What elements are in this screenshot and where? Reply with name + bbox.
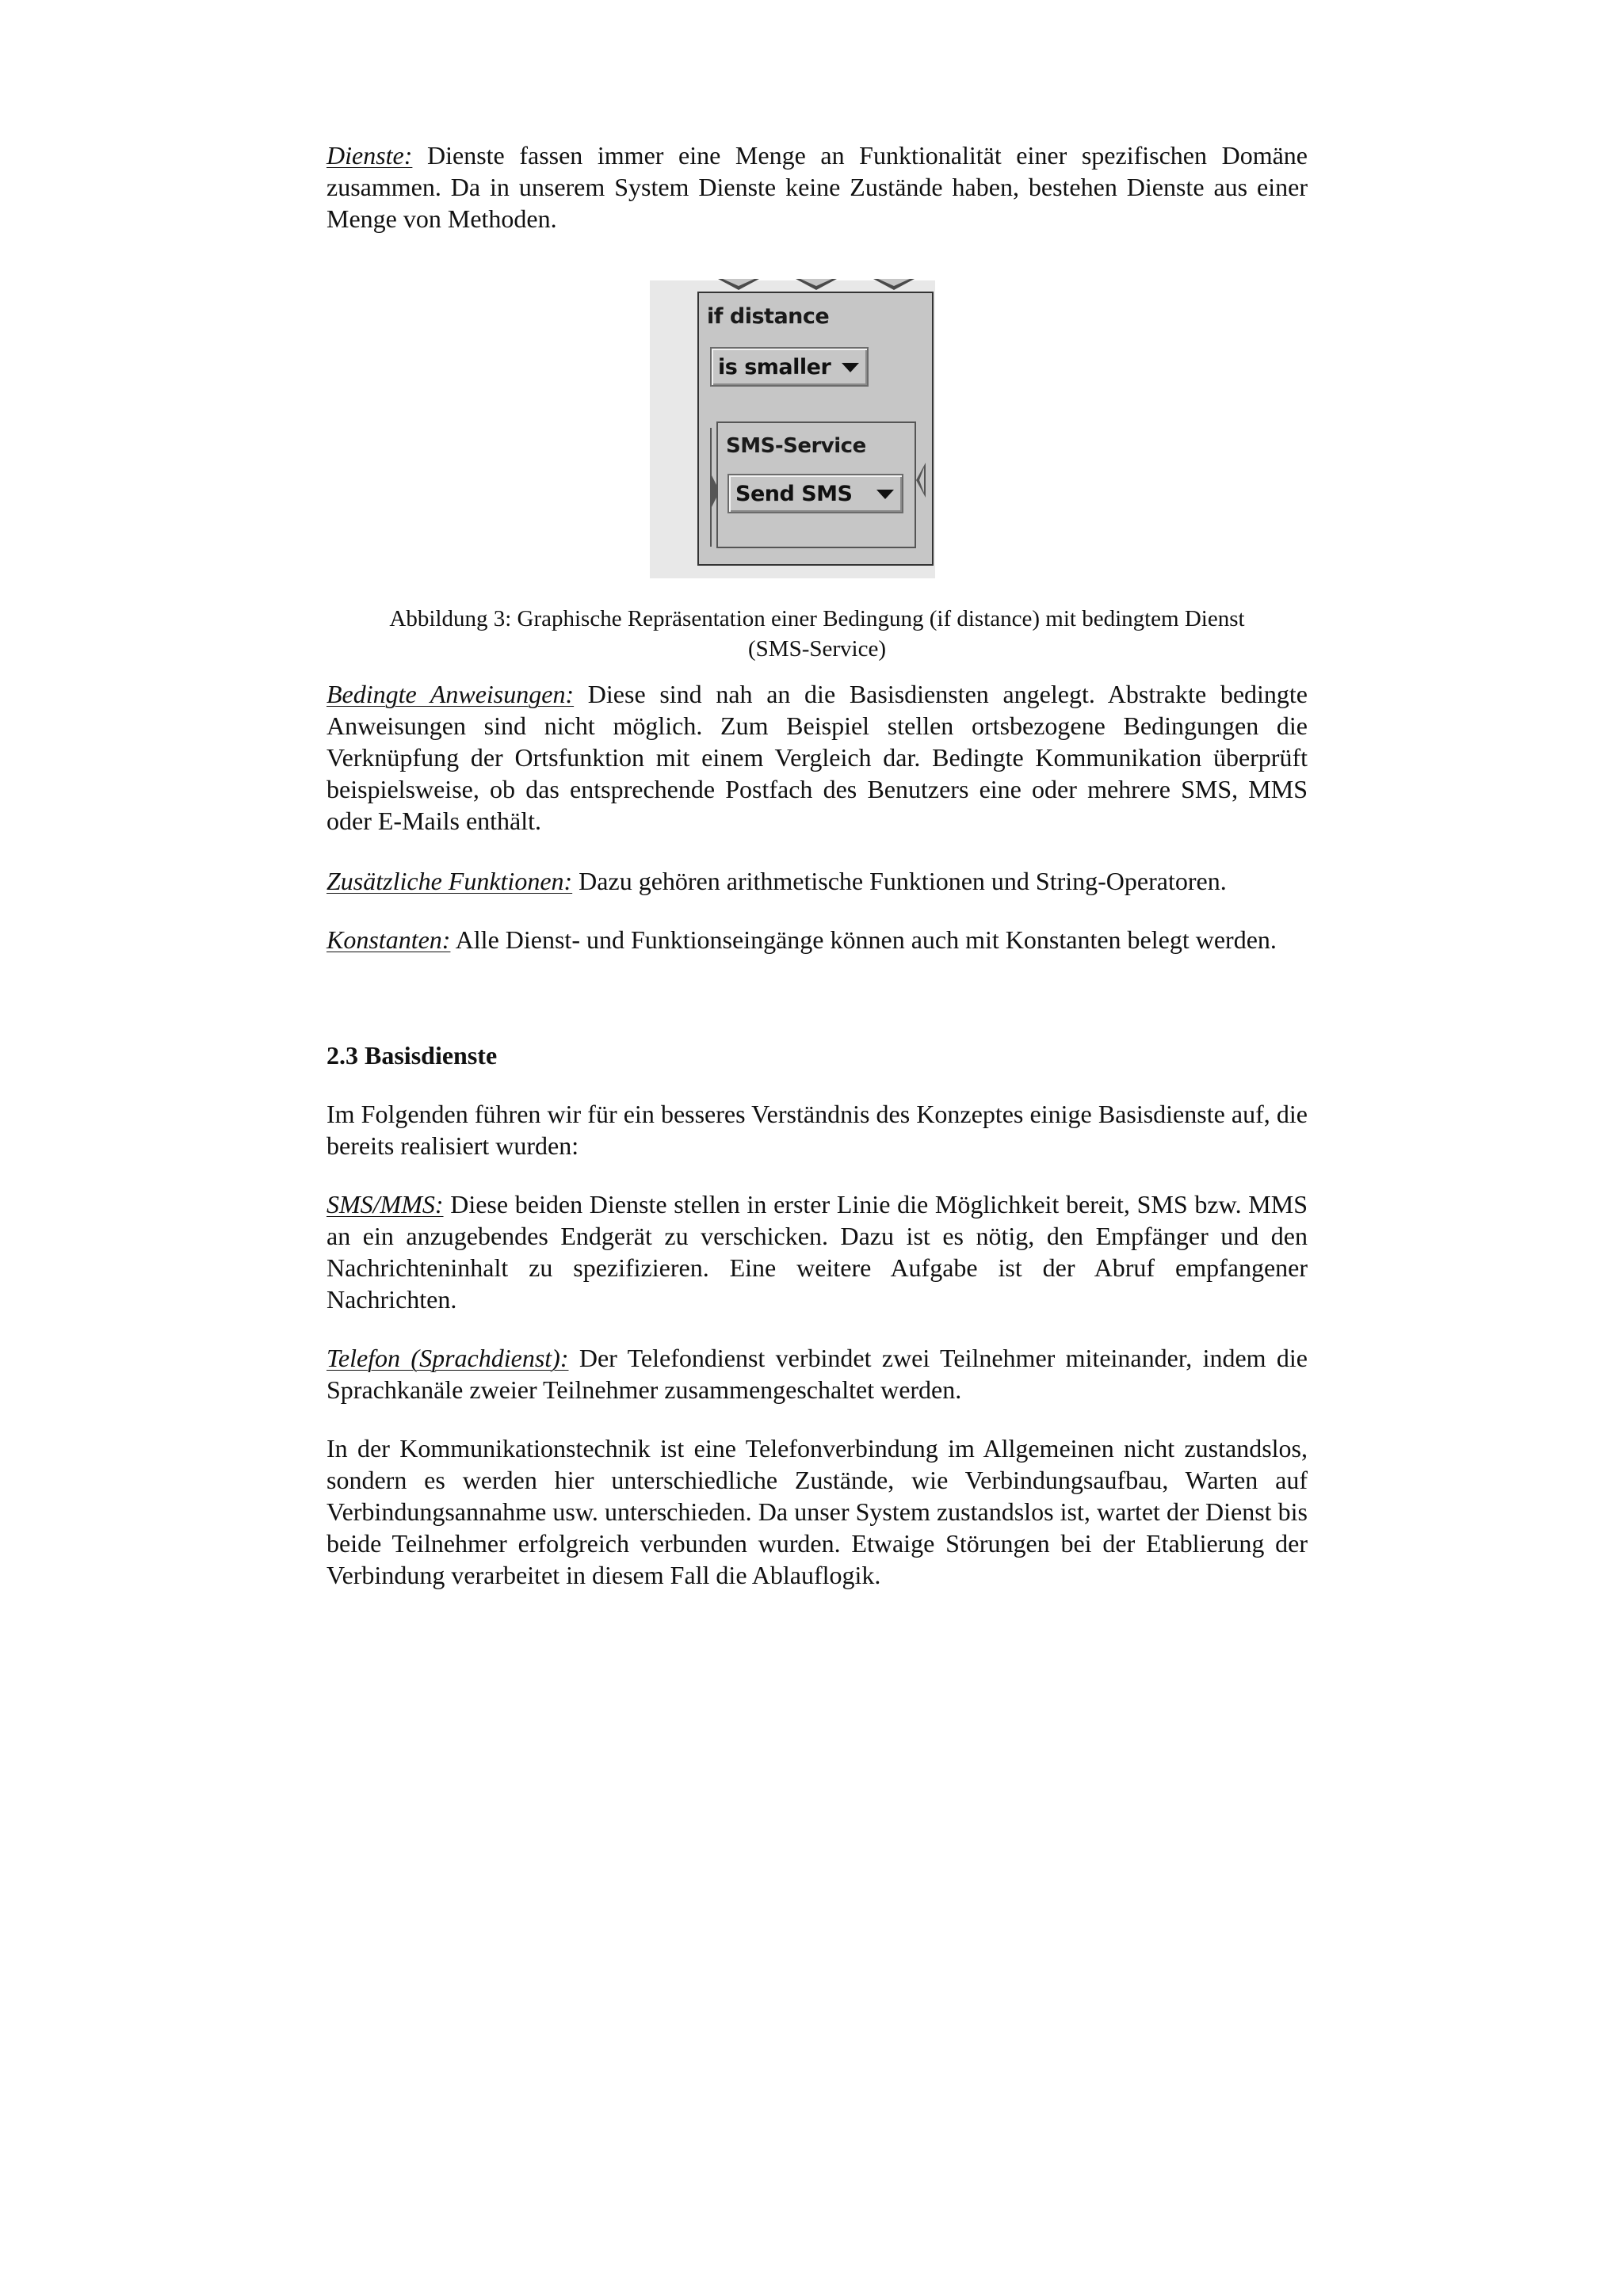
input-port-icon [873, 279, 915, 290]
text-telefon: Der Telefondienst verbindet zwei Teilnehmer miteinander, indem die Sprachkanäle zweier Teilnehmer zusammengeschaltet werden. [327, 1344, 1308, 1404]
paragraph-zusaetzliche [327, 865, 1308, 897]
text-dienste: Dienste fassen immer eine Menge an Funktionalität einer spezifischen Domäne zusammen. Da in unserem System Dienste keine Zustände haben, bestehen Dienste aus einer Menge von Methoden. [327, 141, 1308, 233]
paragraph-telefon [327, 1342, 1308, 1405]
condition-select[interactable] [710, 347, 869, 387]
term-dienste: Dienste: [327, 141, 413, 170]
output-port-icon [916, 463, 926, 498]
term-sms: SMS/MMS: [327, 1190, 444, 1219]
paragraph-intro [327, 1098, 1308, 1161]
text-intro: Im Folgenden führen wir für ein besseres Verständnis des Konzeptes einige Basisdienste auf, die bereits realisiert wurden: [327, 1100, 1308, 1160]
figure-caption-line-2: (SMS-Service) [748, 636, 886, 662]
text-sms: Diese beiden Dienste stellen in erster Linie die Möglichkeit bereit, SMS bzw. MMS an ein anzugebendes Endgerät zu verschicken. Dazu ist es nötig, den Empfänger und den Nachrichteninhalt zu spezifizieren. Eine weitere Aufgabe ist der Abruf empfangener Nachrichten. [327, 1190, 1308, 1314]
paragraph-konstanten [327, 924, 1308, 955]
service-select[interactable] [727, 474, 903, 513]
term-bedingte: Bedingte Anweisungen: [327, 680, 575, 708]
service-block[interactable] [716, 421, 916, 548]
chevron-down-icon [842, 363, 859, 372]
paragraph-bedingte [327, 678, 1308, 837]
service-title: SMS-Service [726, 434, 866, 458]
condition-title: if distance [707, 304, 830, 329]
condition-select-value: is smaller [718, 355, 831, 379]
input-port-icon [718, 279, 759, 290]
figure-caption [327, 604, 1308, 664]
section-heading: 2.3 Basisdienste [327, 1041, 498, 1070]
figure-caption-line-1: Abbildung 3: Graphische Repräsentation einer Bedingung (if distance) mit bedingtem Dienst [389, 606, 1245, 631]
text-bedingte: Diese sind nah an die Basisdiensten angelegt. Abstrakte bedingte Anweisungen sind nicht möglich. Zum Beispiel stellen ortsbezogene Bedingungen die Verknüpfung der Ortsfunktion mit einem Vergleich dar. Bedingte Kommunikation überprüft beispielsweise, ob das entsprechende Postfach des Benutzers eine oder mehrere SMS, MMS oder E-Mails enthält. [327, 680, 1308, 835]
text-zusaetzliche: Dazu gehören arithmetische Funktionen und String-Operatoren. [572, 867, 1227, 895]
term-telefon: Telefon (Sprachdienst): [327, 1344, 569, 1372]
paragraph-sms [327, 1188, 1308, 1315]
term-zusaetzliche: Zusätzliche Funktionen: [327, 867, 573, 895]
figure-condition-widget [650, 269, 935, 578]
service-select-value: Send SMS [735, 482, 853, 506]
text-konstanten: Alle Dienst- und Funktionseingänge können auch mit Konstanten belegt werden. [450, 925, 1277, 954]
paragraph-dienste [327, 139, 1308, 235]
input-port-icon [796, 279, 837, 290]
paragraph-kommunikation [327, 1432, 1308, 1591]
condition-block[interactable] [697, 292, 934, 566]
text-kommunikation: In der Kommunikationstechnik ist eine Telefonverbindung im Allgemeinen nicht zustandslos, sondern es werden hier unterschiedliche Zustände, wie Verbindungsaufbau, Warten auf Verbindungsannahme usw. unterschieden. Da unser System zustandslos ist, wartet der Dienst bis beide Teilnehmer erfolgreich verbunden wurden. Etwaige Störungen bei der Etablierung der Verbindung verarbeitet in diesem Fall die Ablauflogik. [327, 1434, 1308, 1589]
chevron-down-icon [876, 490, 894, 499]
term-konstanten: Konstanten: [327, 925, 451, 954]
